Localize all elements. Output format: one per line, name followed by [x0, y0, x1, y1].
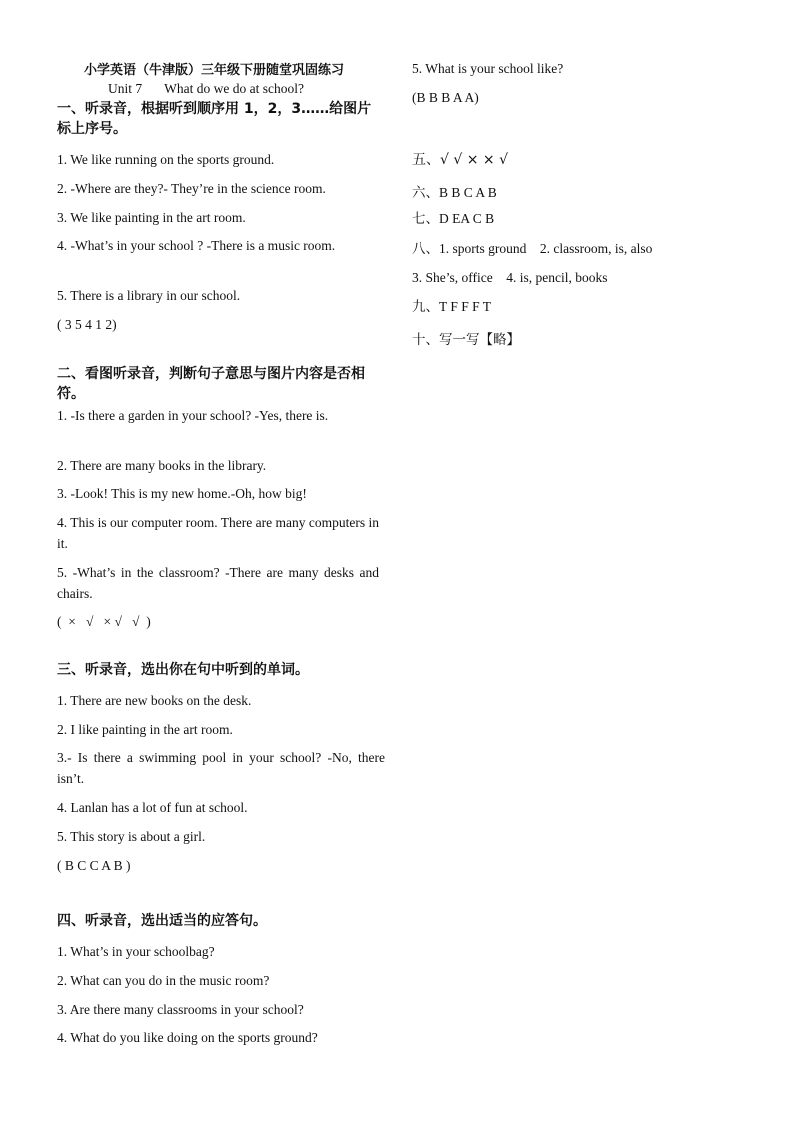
s4-item-2: 2. What can you do in the music room? [57, 973, 270, 988]
s2-answer: ( × √ × √ √ ) [57, 614, 151, 629]
s1-item-1: 1. We like running on the sports ground. [57, 152, 275, 167]
unit-topic: What do we do at school? [164, 81, 304, 96]
section-4-heading: 四、听录音，选出适当的应答句。 [57, 913, 267, 929]
s1-item-3: 3. We like painting in the art room. [57, 210, 246, 225]
s1-answer: ( 3 5 4 1 2) [57, 317, 117, 332]
section-10-answers: 十、写一写【略】 [412, 332, 520, 347]
s1-item-5: 5. There is a library in our school. [57, 288, 241, 303]
section-8-line-2: 3. She’s, office 4. is, pencil, books [412, 270, 608, 285]
s3-item-2: 2. I like painting in the art room. [57, 722, 233, 737]
section-2-heading: 二、看图听录音，判断句子意思与图片内容是否相符。 [57, 366, 365, 402]
s3-item-1: 1. There are new books on the desk. [57, 693, 252, 708]
unit-heading [108, 81, 304, 97]
s2-item-4: 4. This is our computer room. There are many computers in it. [57, 515, 379, 551]
section-6-answers: 六、B B C A B [412, 185, 497, 200]
unit-label: Unit 7 [108, 81, 143, 96]
s1-item-4: 4. -What’s in your school ? -There is a music room. [57, 238, 336, 253]
worksheet-title: 小学英语（牛津版）三年级下册随堂巩固练习 [84, 62, 345, 77]
s2-item-2: 2. There are many books in the library. [57, 458, 267, 473]
s2-item-1: 1. -Is there a garden in your school? -Yes, there is. [57, 408, 329, 423]
section-1-heading: 一、听录音，根据听到顺序用 1，2，3……给图片标上序号。 [57, 101, 372, 137]
s3-item-4: 4. Lanlan has a lot of fun at school. [57, 800, 248, 815]
section-5-answers: 五、√ √ × × √ [412, 152, 509, 168]
section-7-answers: 七、D EA C B [412, 211, 495, 226]
s1-item-2: 2. -Where are they?- They’re in the science room. [57, 181, 326, 196]
s4-item-1: 1. What’s in your schoolbag? [57, 944, 215, 959]
s3-item-5: 5. This story is about a girl. [57, 829, 206, 844]
s3-answer: ( B C C A B ) [57, 858, 131, 873]
s2-item-5: 5. -What’s in the classroom? -There are many desks and chairs. [57, 565, 379, 601]
s3-item-3: 3.- Is there a swimming pool in your school? -No, there isn’t. [57, 750, 385, 786]
s4-item-3: 3. Are there many classrooms in your school? [57, 1002, 304, 1017]
s2-item-3: 3. -Look! This is my new home.-Oh, how big! [57, 486, 307, 501]
section-9-answers: 九、T F F F T [412, 299, 492, 314]
s4-item-4: 4. What do you like doing on the sports ground? [57, 1030, 318, 1045]
section-3-heading: 三、听录音，选出你在句中听到的单词。 [57, 662, 309, 678]
s4-item-5: 5. What is your school like? [412, 61, 564, 76]
section-8-line-1: 八、1. sports ground 2. classroom, is, also [412, 241, 653, 256]
s4-answer: (B B B A A) [412, 90, 479, 105]
